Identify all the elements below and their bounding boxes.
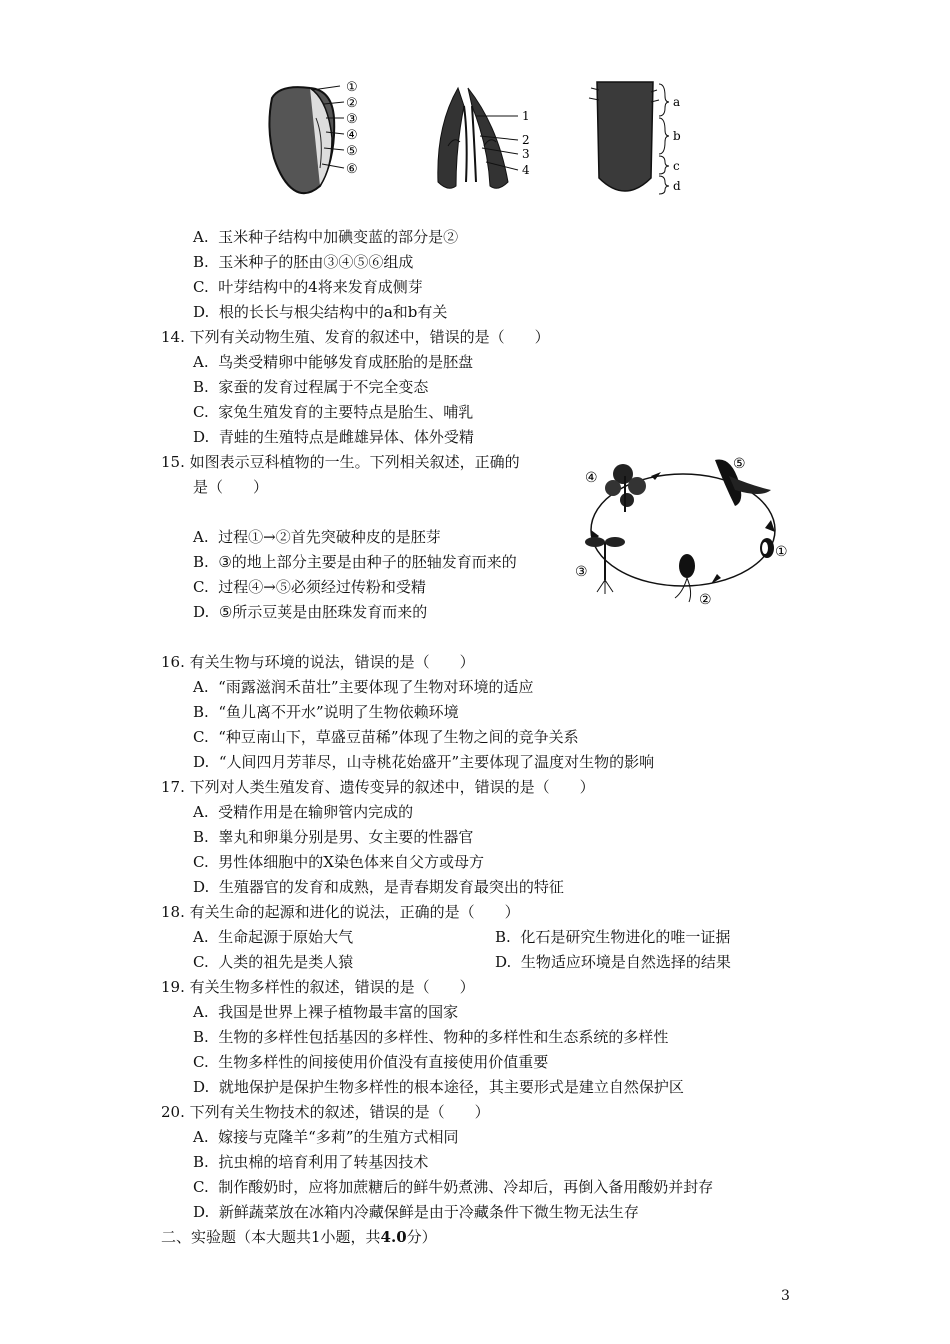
seed-label-5: ⑤ (346, 144, 358, 159)
option-text: ③的地上部分主要是由种子的胚轴发育而来的 (218, 553, 517, 571)
q16-option-b (193, 701, 459, 723)
bud-label-4: 4 (522, 163, 530, 177)
option-text: 嫁接与克隆羊“多莉”的生殖方式相同 (218, 1128, 459, 1146)
option-letter: C. (193, 728, 209, 746)
q14-option-d (193, 426, 474, 448)
option-text: 化石是研究生物进化的唯一证据 (520, 928, 731, 946)
option-text: 生殖器官的发育和成熟，是青春期发育最突出的特征 (218, 878, 564, 896)
option-letter: D. (193, 428, 210, 446)
bean-seed-icon (760, 538, 774, 558)
q18-option-b (495, 926, 730, 948)
option-letter: D. (193, 1203, 210, 1221)
option-letter: A. (193, 928, 209, 946)
q17-option-a (193, 801, 413, 823)
q16-option-d (193, 751, 654, 773)
option-letter: D. (193, 878, 210, 896)
q14-option-c (193, 401, 473, 423)
seed-label-6: ⑥ (346, 162, 358, 177)
q20-stem: 20. 下列有关生物技术的叙述，错误的是（ ） (161, 1103, 490, 1121)
q15-stem-line2: 是（ ） (193, 478, 269, 496)
option-text: 生命起源于原始大气 (218, 928, 354, 946)
option-letter: B. (193, 703, 209, 721)
option-letter: B. (193, 1153, 209, 1171)
option-letter: D. (193, 303, 210, 321)
option-text: 新鲜蔬菜放在冰箱内冷藏保鲜是由于冷藏条件下微生物无法生存 (218, 1203, 639, 1221)
leaf-bud-figure (428, 86, 548, 196)
q15-option-b (193, 551, 517, 573)
q15-option-c (193, 576, 426, 598)
q20-option-a (193, 1126, 459, 1148)
root-label-c: c (673, 159, 680, 173)
option-letter: C. (193, 1178, 209, 1196)
q13-option-a (193, 226, 458, 248)
option-text: 玉米种子结构中加碘变蓝的部分是② (218, 228, 459, 246)
option-text: 叶芽结构中的4将来发育成侧芽 (218, 278, 423, 296)
option-letter: C. (193, 578, 209, 596)
q15-stem-line1: 15. 如图表示豆科植物的一生。下列相关叙述，正确的 (161, 453, 520, 471)
seed-label-4: ④ (346, 128, 358, 143)
q14-option-a (193, 351, 473, 373)
option-text: ⑤所示豆荚是由胚珠发育而来的 (218, 603, 428, 621)
q18-option-d (495, 951, 731, 973)
option-letter: B. (193, 828, 209, 846)
option-text: 家蚕的发育过程属于不完全变态 (218, 378, 429, 396)
cycle-label-2: ② (699, 592, 712, 608)
option-letter: D. (193, 603, 210, 621)
q15-option-d (193, 601, 427, 623)
section-score: 4.0 (380, 1228, 407, 1246)
option-text: “种豆南山下，草盛豆苗稀”体现了生物之间的竞争关系 (218, 728, 579, 746)
option-text: 抗虫棉的培育利用了转基因技术 (218, 1153, 429, 1171)
option-text: 人类的祖先是类人猿 (218, 953, 354, 971)
q17-option-d (193, 876, 564, 898)
option-text: 制作酸奶时，应将加蔗糖后的鲜牛奶煮沸、冷却后，再倒入备用酸奶并封存 (218, 1178, 714, 1196)
q17-option-c (193, 851, 484, 873)
seed-label-2: ② (346, 96, 358, 111)
option-letter: A. (193, 353, 209, 371)
corn-seed-figure (262, 78, 374, 200)
q15-option-a (193, 526, 441, 548)
option-text: 生物适应环境是自然选择的结果 (520, 953, 731, 971)
option-text: 过程④→⑤必须经过传粉和受精 (218, 578, 426, 596)
option-text: 家兔生殖发育的主要特点是胎生、哺乳 (218, 403, 474, 421)
option-letter: D. (193, 1078, 210, 1096)
root-label-d: d (673, 179, 681, 193)
option-text: 根的长长与根尖结构中的a和b有关 (218, 303, 448, 321)
q20-option-c (193, 1176, 713, 1198)
bud-label-2: 2 (522, 133, 530, 147)
option-text: 青蛙的生殖特点是雌雄异体、体外受精 (218, 428, 474, 446)
option-text: “雨露滋润禾苗壮”主要体现了生物对环境的适应 (218, 678, 534, 696)
q20-option-b (193, 1151, 428, 1173)
option-text: 就地保护是保护生物多样性的根本途径，其主要形式是建立自然保护区 (218, 1078, 684, 1096)
option-text: 受精作用是在输卵管内完成的 (218, 803, 414, 821)
option-text: 生物的多样性包括基因的多样性、物种的多样性和生态系统的多样性 (218, 1028, 669, 1046)
root-label-a: a (673, 95, 681, 109)
q14-option-b (193, 376, 428, 398)
option-letter: B. (193, 553, 209, 571)
option-letter: B. (193, 1028, 209, 1046)
q13-option-b (193, 251, 413, 273)
q18-stem: 18. 有关生命的起源和进化的说法，正确的是（ ） (161, 903, 520, 921)
q20-option-d (193, 1201, 639, 1223)
option-letter: A. (193, 678, 209, 696)
root-tip-figure (585, 78, 695, 206)
germinating-seed-icon (675, 554, 695, 602)
option-letter: C. (193, 853, 209, 871)
seed-label-3: ③ (346, 112, 358, 127)
q19-option-c (193, 1051, 548, 1073)
q16-option-c (193, 726, 579, 748)
q16-option-a (193, 676, 534, 698)
option-text: 我国是世界上裸子植物最丰富的国家 (218, 1003, 459, 1021)
legume-life-cycle-figure (575, 446, 795, 614)
option-letter: B. (495, 928, 511, 946)
q17-option-b (193, 826, 473, 848)
option-text: 过程①→②首先突破种皮的是胚芽 (218, 528, 441, 546)
option-letter: A. (193, 1128, 209, 1146)
q19-option-b (193, 1026, 668, 1048)
option-text: 生物多样性的间接使用价值没有直接使用价值重要 (218, 1053, 549, 1071)
seedling-icon (585, 537, 625, 594)
q17-stem: 17. 下列对人类生殖发育、遗传变异的叙述中，错误的是（ ） (161, 778, 595, 796)
q13-option-d (193, 301, 447, 323)
q14-stem: 14. 下列有关动物生殖、发育的叙述中，错误的是（ ） (161, 328, 550, 346)
option-text: “鱼儿离不开水”说明了生物依赖环境 (218, 703, 459, 721)
option-letter: C. (193, 403, 209, 421)
option-letter: C. (193, 1053, 209, 1071)
section-heading-suffix: 分） (406, 1228, 437, 1246)
flowering-plant-icon (605, 464, 646, 512)
q13-option-c (193, 276, 423, 298)
q19-option-d (193, 1076, 684, 1098)
option-letter: B. (193, 378, 209, 396)
cycle-label-4: ④ (585, 470, 598, 486)
bud-label-1: 1 (522, 109, 530, 123)
option-text: 玉米种子的胚由③④⑤⑥组成 (218, 253, 414, 271)
cycle-label-3: ③ (575, 564, 588, 580)
option-letter: A. (193, 228, 209, 246)
bud-label-3: 3 (522, 147, 530, 161)
option-text: “人间四月芳菲尽，山寺桃花始盛开”主要体现了温度对生物的影响 (218, 753, 655, 771)
option-text: 睾丸和卵巢分别是男、女主要的性器官 (218, 828, 474, 846)
option-letter: B. (193, 253, 209, 271)
option-letter: D. (495, 953, 512, 971)
option-text: 男性体细胞中的X染色体来自父方或母方 (218, 853, 484, 871)
option-letter: A. (193, 803, 209, 821)
page-number: 3 (781, 1288, 790, 1304)
option-letter: D. (193, 753, 210, 771)
q18-option-a (193, 926, 353, 948)
q16-stem: 16. 有关生物与环境的说法，错误的是（ ） (161, 653, 475, 671)
section-heading-text: 二、实验题（本大题共1小题，共 (161, 1228, 381, 1246)
option-letter: C. (193, 953, 209, 971)
cycle-label-1: ① (775, 544, 788, 560)
q19-option-a (193, 1001, 458, 1023)
option-text: 鸟类受精卵中能够发育成胚胎的是胚盘 (218, 353, 474, 371)
seed-label-1: ① (346, 80, 358, 95)
cycle-label-5: ⑤ (733, 456, 746, 472)
q18-option-c (193, 951, 353, 973)
option-letter: C. (193, 278, 209, 296)
root-label-b: b (673, 129, 681, 143)
option-letter: A. (193, 1003, 209, 1021)
section-heading-experiment (161, 1226, 437, 1248)
option-letter: A. (193, 528, 209, 546)
q19-stem: 19. 有关生物多样性的叙述，错误的是（ ） (161, 978, 475, 996)
